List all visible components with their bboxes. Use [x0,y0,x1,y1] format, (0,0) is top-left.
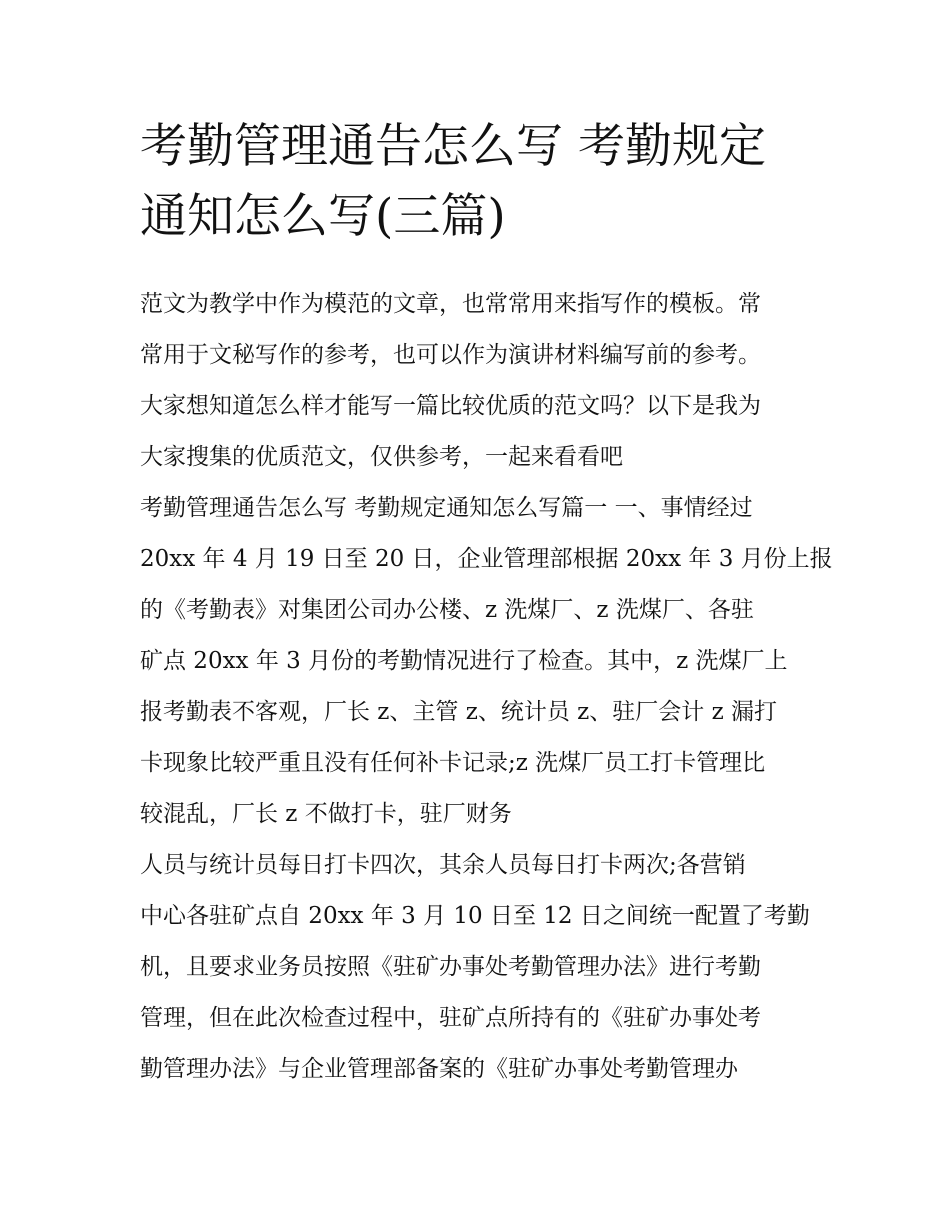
paragraph-continued [140,840,820,1095]
document-title [140,112,820,252]
title-line-2: 通知怎么写(三篇) [140,189,506,244]
text-line: 常用于文秘写作的参考，也可以作为演讲材料编写前的参考。 [140,342,761,368]
text-line: 的《考勤表》对集团公司办公楼、z 洗煤厂、z 洗煤厂、各驻 [140,597,754,623]
text-line: 卡现象比较严重且没有任何补卡记录;z 洗煤厂员工打卡管理比 [140,750,766,776]
paragraph-intro [140,279,820,483]
text-line: 范文为教学中作为模范的文章，也常常用来指写作的模板。常 [140,291,761,317]
text-line: 大家想知道怎么样才能写一篇比较优质的范文吗？以下是我为 [140,393,761,419]
text-line: 矿点 20xx 年 3 月份的考勤情况进行了检查。其中，z 洗煤厂上 [140,648,788,674]
text-line: 大家搜集的优质范文，仅供参考，一起来看看吧 [140,444,623,470]
document-body [140,279,833,1095]
text-line: 20xx 年 4 月 19 日至 20 日，企业管理部根据 20xx 年 3 月份上报 [140,546,833,572]
title-line-1: 考勤管理通告怎么写 考勤规定 [140,119,766,174]
text-line: 机，且要求业务员按照《驻矿办事处考勤管理办法》进行考勤 [140,954,761,980]
text-line: 报考勤表不客观，厂长 z、主管 z、统计员 z、驻厂会计 z 漏打 [140,699,778,725]
text-line: 考勤管理通告怎么写 考勤规定通知怎么写篇一 一、事情经过 [140,495,753,521]
text-line: 较混乱，厂长 z 不做打卡，驻厂财务 [140,801,512,827]
paragraph-incident [140,483,833,840]
text-line: 中心各驻矿点自 20xx 年 3 月 10 日至 12 日之间统一配置了考勤 [140,903,810,929]
text-line: 勤管理办法》与企业管理部备案的《驻矿办事处考勤管理办 [140,1056,738,1082]
text-line: 人员与统计员每日打卡四次，其余人员每日打卡两次;各营销 [140,852,746,878]
text-line: 管理，但在此次检查过程中，驻矿点所持有的《驻矿办事处考 [140,1005,761,1031]
